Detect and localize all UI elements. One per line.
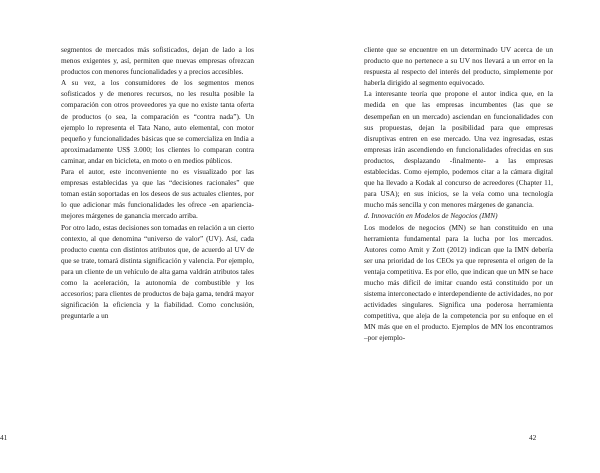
paragraph: Para el autor, este inconveniente no es visualizado por las empresas establecidas ya que las “decisiones racionales” que toman están soportadas en los deseos de sus actuales clientes, por lo que adicionar más funcionalidades les ofrece -en apariencia- mejores márgenes de ganancia mercado arriba. (61, 167, 254, 221)
page-number-right: 42 (529, 433, 537, 442)
paragraph: Por otro lado, estas decisiones son tomadas en relación a un cierto contexto, al que denomina “universo de valor” (UV). Así, cada producto cuenta con distintos atributos que, de acuerdo al UV de que se trate, tomará distinta significación y valencia. Por ejemplo, para un cliente de un vehículo de alta gama valdrán atributos tales como la aceleración, la autonomía de combustible y los accesorios; para clientes de productos de baja gama, tendrá mayor significación la eficiencia y la fiabilidad. Como conclusión, preguntarle a un (61, 222, 254, 321)
paragraph: segmentos de mercados más sofisticados, dejan de lado a los menos exigentes y, así, permiten que nuevas empresas ofrezcan productos con menores funcionalidades y a precios accesibles. (61, 45, 254, 77)
left-page-text (61, 44, 254, 321)
paragraph: cliente que se encuentre en un determinado UV acerca de un producto que no pertenece a su UV nos llevará a un error en la respuesta al respecto del interés del producto, simplemente por haberla dirigido al segmento equivocado. (364, 45, 553, 88)
section-subheading: d. Innovación en Modelos de Negocios (IMN) (364, 211, 498, 221)
paragraph: Los modelos de negocios (MN) se han constituido en una herramienta fundamental para la lucha por los mercados. Autores como Amit y Zott (2012) indican que la IMN debería ser una prioridad de los CEOs ya que representa el origen de la ventaja competitiva. Es por ello, que indican que un MN se hace mucho más difícil de imitar cuando está constituido por un sistema interconectado e interdependiente de actividades, no por actividades singulares. Significa una poderosa herramienta competitiva, que aleja de la competencia por su enfoque en el MN más que en el producto. Ejemplos de MN los encontramos –por ejemplo- (364, 222, 553, 343)
page-number-left: 41 (0, 433, 8, 442)
right-page-text (364, 44, 553, 344)
paragraph: A su vez, a los consumidores de los segmentos menos sofisticados y de menores recursos, no les resulta posible la comparación con otros proveedores ya que no existe tanta oferta de productos (o sea, la comparación es “contra nada”). Un ejemplo lo representa el Tata Nano, auto elemental, con motor pequeño y funcionalidades básicas que se comercializa en India a aproximadamente US$ 3.000; los clientes lo comparan contra caminar, andar en bicicleta, en moto o en medios públicos. (61, 78, 254, 165)
paragraph: La interesante teoría que propone el autor indica que, en la medida en que las empresas incumbentes (las que se desempeñan en un mercado) asciendan en funcionalidades con sus propuestas, dejan la posibilidad para que empresas disruptivas entren en ese mercado. Una vez ingresadas, estas empresas irán ascendiendo en funcionalidades ofrecidas en sus productos, desplazando -finalmente- a las empresas establecidas. Como ejemplo, podemos citar a la cámara digital que ha llevado a Kodak al concurso de acreedores (Chapter 11, para USA); en sus inicios, se la veía como una tecnología mucho más sencilla y con menores márgenes de ganancia. (364, 89, 553, 210)
